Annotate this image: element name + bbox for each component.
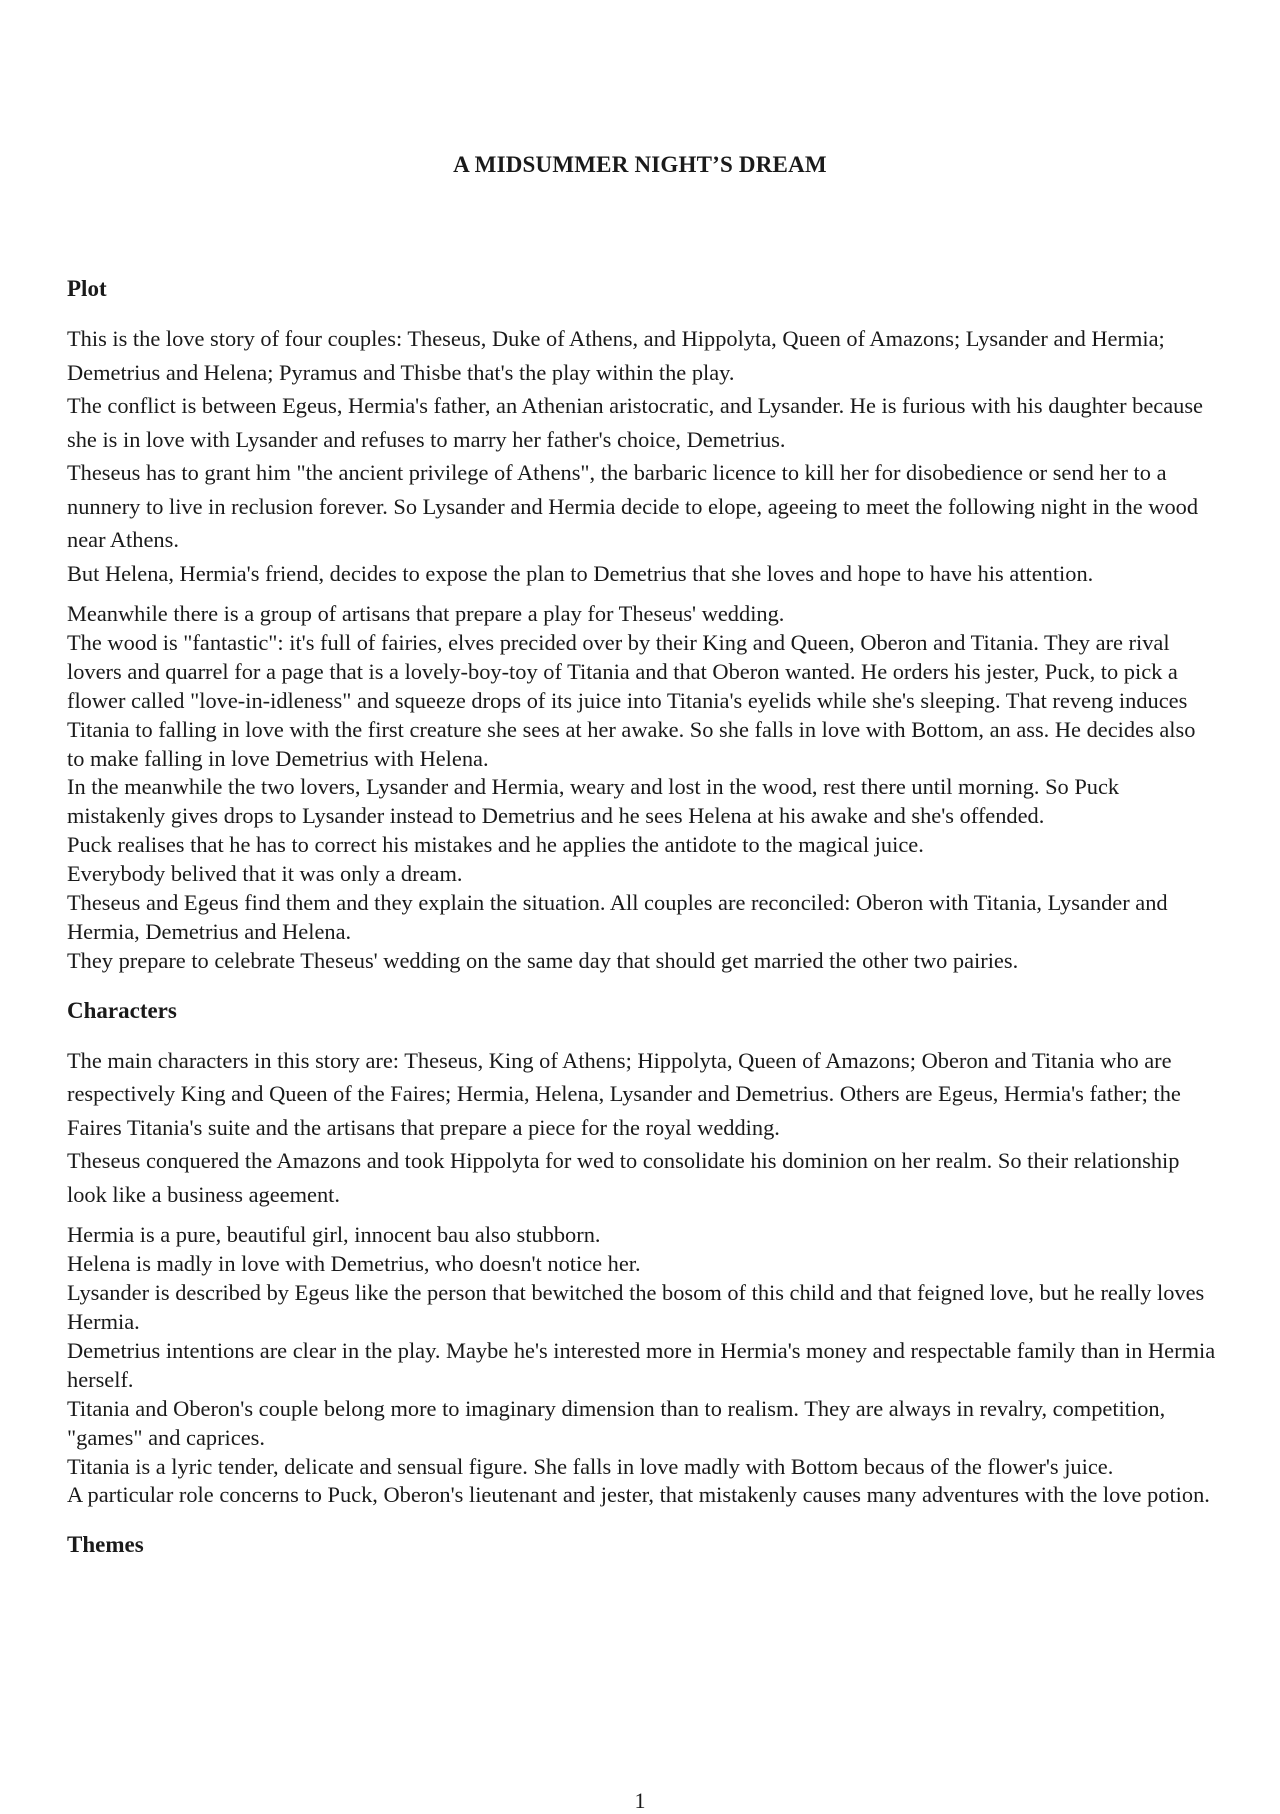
characters-paragraphs-detail — [67, 1221, 1217, 1510]
paragraph: Titania is a lyric tender, delicate and sensual figure. She falls in love madly with Bottom becaus of the flower's juice. — [67, 1453, 1114, 1479]
paragraph: Lysander is described by Egeus like the person that bewitched the bosom of this child and that feigned love, but he really loves Hermia. — [67, 1280, 1205, 1334]
plot-paragraphs-story — [67, 600, 1217, 976]
spacer — [67, 1211, 1217, 1221]
characters-paragraphs-intro — [67, 1044, 1217, 1212]
spacer — [67, 976, 1217, 994]
section-heading-themes: Themes — [67, 1532, 144, 1558]
plot-paragraphs-intro — [67, 322, 1217, 590]
page-number: 1 — [634, 1788, 646, 1813]
paragraph: A particular role concerns to Puck, Oberon's lieutenant and jester, that mistakenly causes many adventures with the love potion. — [67, 1482, 1210, 1508]
paragraph: Demetrius intentions are clear in the play. Maybe he's interested more in Hermia's money and respectable family than in Hermia herself. — [67, 1337, 1216, 1392]
paragraph: Everybody belived that it was only a dream. — [67, 861, 463, 887]
paragraph: Hermia is a pure, beautiful girl, innocent bau also stubborn. — [67, 1222, 601, 1248]
document-title: A MIDSUMMER NIGHT’S DREAM — [453, 152, 827, 177]
spacer — [67, 1510, 1217, 1528]
section-heading-characters: Characters — [67, 997, 177, 1023]
spacer — [67, 590, 1217, 600]
paragraph: Theseus has to grant him "the ancient privilege of Athens", the barbaric licence to kill her for disobedience or send her to a nunnery to live in reclusion forever. So Lysander and Hermia decide to elope, ageeing to meet the following night in the wood near Athens. — [67, 460, 1199, 552]
paragraph: But Helena, Hermia's friend, decides to expose the plan to Demetrius that she loves and hope to have his attention. — [67, 560, 1094, 586]
section-heading-plot: Plot — [67, 276, 107, 301]
paragraph: They prepare to celebrate Theseus' wedding on the same day that should get married the other two pairies. — [67, 947, 1019, 973]
paragraph: Titania and Oberon's couple belong more to imaginary dimension than to realism. They are always in revalry, competition, "games" and caprices. — [67, 1395, 1166, 1450]
paragraph: The conflict is between Egeus, Hermia's father, an Athenian aristocratic, and Lysander. He is furious with his daughter because she is in love with Lysander and refuses to marry her father's choice, Demetrius. — [67, 393, 1203, 452]
paragraph: Puck realises that he has to correct his mistakes and he applies the antidote to the magical juice. — [67, 832, 924, 858]
paragraph: The main characters in this story are: Theseus, King of Athens; Hippolyta, Queen of Amazons; Oberon and Titania who are respectively King and Queen of the Faires; Hermia, Helena, Lysander and Demetrius. Others are Egeus, Hermia's father; the Faires Titania's suite and the artisans that prepare a piece for the royal wedding. — [67, 1047, 1181, 1140]
paragraph: Helena is madly in love with Demetrius, who doesn't notice her. — [67, 1251, 641, 1277]
paragraph: Theseus and Egeus find them and they explain the situation. All couples are reconciled: Oberon with Titania, Lysander and Hermia, Demetrius and Helena. — [67, 890, 1168, 944]
paragraph: In the meanwhile the two lovers, Lysander and Hermia, weary and lost in the wood, rest there until morning. So Puck mistakenly gives drops to Lysander instead to Demetrius and he sees Helena at his awake and she's offended. — [67, 774, 1120, 829]
paragraph: The wood is "fantastic": it's full of fairies, elves precided over by their King and Queen, Oberon and Titania. They are rival lovers and quarrel for a page that is a lovely-boy-toy of Titania and that Oberon wanted. He orders his jester, Puck, to pick a flower called "love-in-idleness" and squeeze drops of its juice into Titania's eyelids while she's sleeping. That reveng induces Titania to falling in love with the first creature she sees at her awake. So she falls in love with Bottom, an ass. He decides also to make falling in love Demetrius with Helena. — [67, 629, 1196, 771]
paragraph: Theseus conquered the Amazons and took Hippolyta for wed to consolidate his dominion on her realm. So their relationship look like a business ageement. — [67, 1148, 1180, 1207]
document-body — [67, 272, 1217, 1578]
paragraph: Meanwhile there is a group of artisans that prepare a play for Theseus' wedding. — [67, 601, 785, 626]
paragraph: This is the love story of four couples: Theseus, Duke of Athens, and Hippolyta, Queen of Amazons; Lysander and Hermia; Demetrius and Helena; Pyramus and Thisbe that's the play within the play. — [67, 326, 1165, 385]
